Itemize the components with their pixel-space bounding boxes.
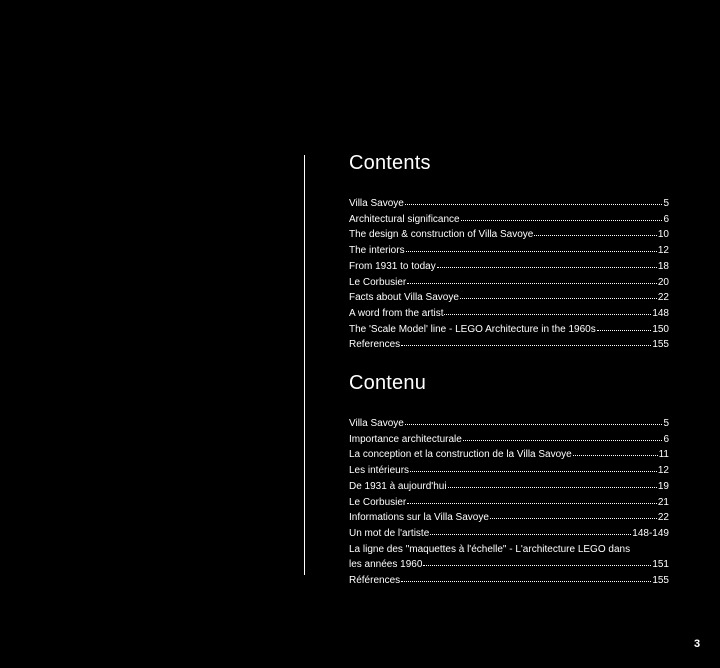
- toc-entry-title: Facts about Villa Savoye: [349, 292, 459, 304]
- dot-leader: [405, 203, 663, 205]
- dot-leader: [444, 313, 651, 315]
- toc-entry[interactable]: [349, 259, 669, 275]
- toc-entry-title: References: [349, 339, 401, 351]
- dot-leader: [463, 439, 663, 441]
- toc-entry-page: 11: [658, 449, 669, 461]
- toc-entry-title: From 1931 to today: [349, 260, 436, 272]
- toc-entry-title: The 'Scale Model' line - LEGO Architecture in the 1960s: [349, 323, 596, 335]
- toc-entry-page: 18: [657, 260, 669, 272]
- toc-entry[interactable]: [349, 447, 669, 463]
- toc-list-english: [349, 196, 669, 353]
- toc-entry-title-line1: La ligne des "maquettes à l'échelle" - L'architecture LEGO dans: [349, 543, 631, 555]
- toc-entry[interactable]: [349, 416, 669, 432]
- toc-entry-title: Un mot de l'artiste: [349, 527, 430, 539]
- dot-leader: [437, 266, 657, 268]
- toc-entry[interactable]: [349, 495, 669, 511]
- toc-entry-page: 6: [663, 213, 669, 225]
- toc-entry-title: De 1931 à aujourd'hui: [349, 480, 447, 492]
- toc-entry[interactable]: [349, 337, 669, 353]
- dot-leader: [401, 344, 651, 346]
- toc-entry-title: Les intérieurs: [349, 465, 410, 477]
- toc-entry[interactable]: [349, 463, 669, 479]
- toc-entry-page: 148: [652, 307, 669, 319]
- contents-section-english: [349, 150, 669, 353]
- toc-entry-title: Importance architecturale: [349, 433, 462, 445]
- toc-entry[interactable]: [349, 510, 669, 526]
- toc-entry-page: 10: [657, 229, 669, 241]
- toc-entry[interactable]: [349, 526, 669, 542]
- toc-entry-page: 5: [663, 198, 669, 209]
- toc-entry[interactable]: [349, 227, 669, 243]
- toc-entry-page: 155: [652, 575, 669, 587]
- page-number: 3: [694, 638, 701, 650]
- toc-entry-title: A word from the artist: [349, 307, 444, 319]
- dot-leader: [401, 580, 651, 582]
- dot-leader: [406, 250, 657, 252]
- toc-entry[interactable]: [349, 479, 669, 495]
- toc-entry-page: 6: [663, 433, 669, 445]
- toc-entry-title: Villa Savoye: [349, 418, 404, 429]
- toc-entry[interactable]: [349, 573, 669, 589]
- toc-entry-page: 5: [663, 418, 669, 429]
- dot-leader: [460, 297, 657, 299]
- toc-entry-title: Le Corbusier: [349, 496, 407, 508]
- toc-list-french: [349, 416, 669, 589]
- vertical-divider: [304, 155, 305, 575]
- toc-entry[interactable]: [349, 432, 669, 448]
- toc-entry-title: The design & construction of Villa Savoye: [349, 229, 534, 241]
- toc-entry[interactable]: [349, 542, 669, 573]
- toc-entry-title: Le Corbusier: [349, 276, 407, 288]
- dot-leader: [534, 234, 657, 236]
- toc-entry[interactable]: [349, 243, 669, 259]
- dot-leader: [423, 564, 651, 566]
- toc-entry-title: Architectural significance: [349, 213, 460, 225]
- toc-entry-page: 12: [657, 245, 669, 257]
- toc-entry[interactable]: [349, 196, 669, 212]
- dot-leader: [448, 486, 657, 488]
- dot-leader: [405, 423, 663, 425]
- dot-leader: [597, 329, 652, 331]
- dot-leader: [461, 219, 663, 221]
- dot-leader: [490, 517, 657, 519]
- toc-entry-page: 19: [657, 480, 669, 492]
- toc-entry-page: 155: [652, 339, 669, 351]
- toc-entry-title: Informations sur la Villa Savoye: [349, 512, 489, 524]
- contents-heading: Contents: [349, 152, 431, 174]
- dot-leader: [410, 470, 657, 472]
- dot-leader: [573, 454, 658, 456]
- toc-entry-title-line2: les années 1960: [349, 559, 423, 571]
- toc-entry[interactable]: [349, 290, 669, 306]
- dot-leader: [430, 533, 631, 535]
- toc-entry-page: 12: [657, 465, 669, 477]
- contents-section-french: [349, 370, 669, 589]
- toc-entry-title: Références: [349, 575, 401, 587]
- toc-entry[interactable]: [349, 322, 669, 338]
- toc-entry-title: Villa Savoye: [349, 198, 404, 209]
- toc-entry-title: The interiors: [349, 245, 405, 257]
- toc-entry-page: 150: [652, 323, 669, 335]
- toc-entry[interactable]: [349, 306, 669, 322]
- toc-entry-title: La conception et la construction de la Villa Savoye: [349, 449, 572, 461]
- toc-entry[interactable]: [349, 275, 669, 291]
- toc-entry-page: 22: [657, 292, 669, 304]
- toc-entry-page: 151: [652, 559, 669, 571]
- contenu-heading: Contenu: [349, 372, 427, 394]
- toc-entry[interactable]: [349, 212, 669, 228]
- toc-entry-page: 21: [657, 496, 669, 508]
- dot-leader: [407, 502, 657, 504]
- toc-entry-page: 148-149: [632, 527, 669, 539]
- toc-entry-page: 22: [657, 512, 669, 524]
- toc-entry-page: 20: [657, 276, 669, 288]
- dot-leader: [407, 282, 657, 284]
